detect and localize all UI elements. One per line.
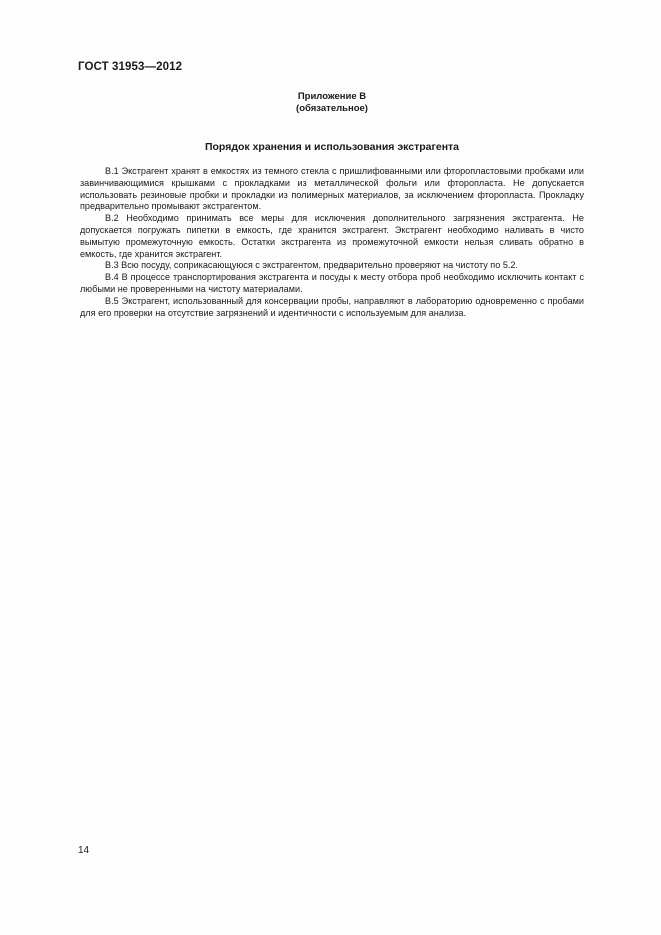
page-number: 14 xyxy=(78,845,90,856)
paragraph-b4: В.4 В процессе транспортирования экстрагента и посуды к месту отбора проб необходимо исключить контакт с любыми не проверенными на чистоту материалами. xyxy=(80,272,584,294)
annex-title: Приложение В xyxy=(297,91,367,102)
paragraph-b1: В.1 Экстрагент хранят в емкостях из темного стекла с пришлифованными или фторопластовыми пробками или завинчивающимися крышками с прокладками из металлической фольги или фторопласта. Не допускается использовать резиновые пробки и прокладки из полимерных материалов, за исключением фторопласта. Прокладку предварительно промывают экстрагентом. xyxy=(80,166,584,212)
document-code: ГОСТ 31953—2012 xyxy=(78,61,183,73)
paragraph-b3: В.3 Всю посуду, соприкасающуюся с экстрагентом, предварительно проверяют на чистоту по 5.2. xyxy=(105,260,518,271)
paragraph-b5: В.5 Экстрагент, использованный для консервации пробы, направляют в лабораторию одновременно с пробами для его проверки на отсутствие загрязнений и идентичности с используемым для анализа. xyxy=(80,295,584,318)
section-title: Порядок хранения и использования экстрагента xyxy=(204,141,460,153)
document-body xyxy=(80,166,584,319)
paragraph-b2: В.2 Необходимо принимать все меры для исключения дополнительного загрязнения экстрагента. Не допускается погружать пипетки в емкость, где хранится экстрагент. Экстрагент необходимо наливать в чисто вымытую промежуточную емкость. Остатки экстрагента из промежуточной емкости нельзя сливать обратно в емкость, где хранится экстрагент. xyxy=(80,213,584,259)
annex-kind: (обязательное) xyxy=(296,103,368,114)
